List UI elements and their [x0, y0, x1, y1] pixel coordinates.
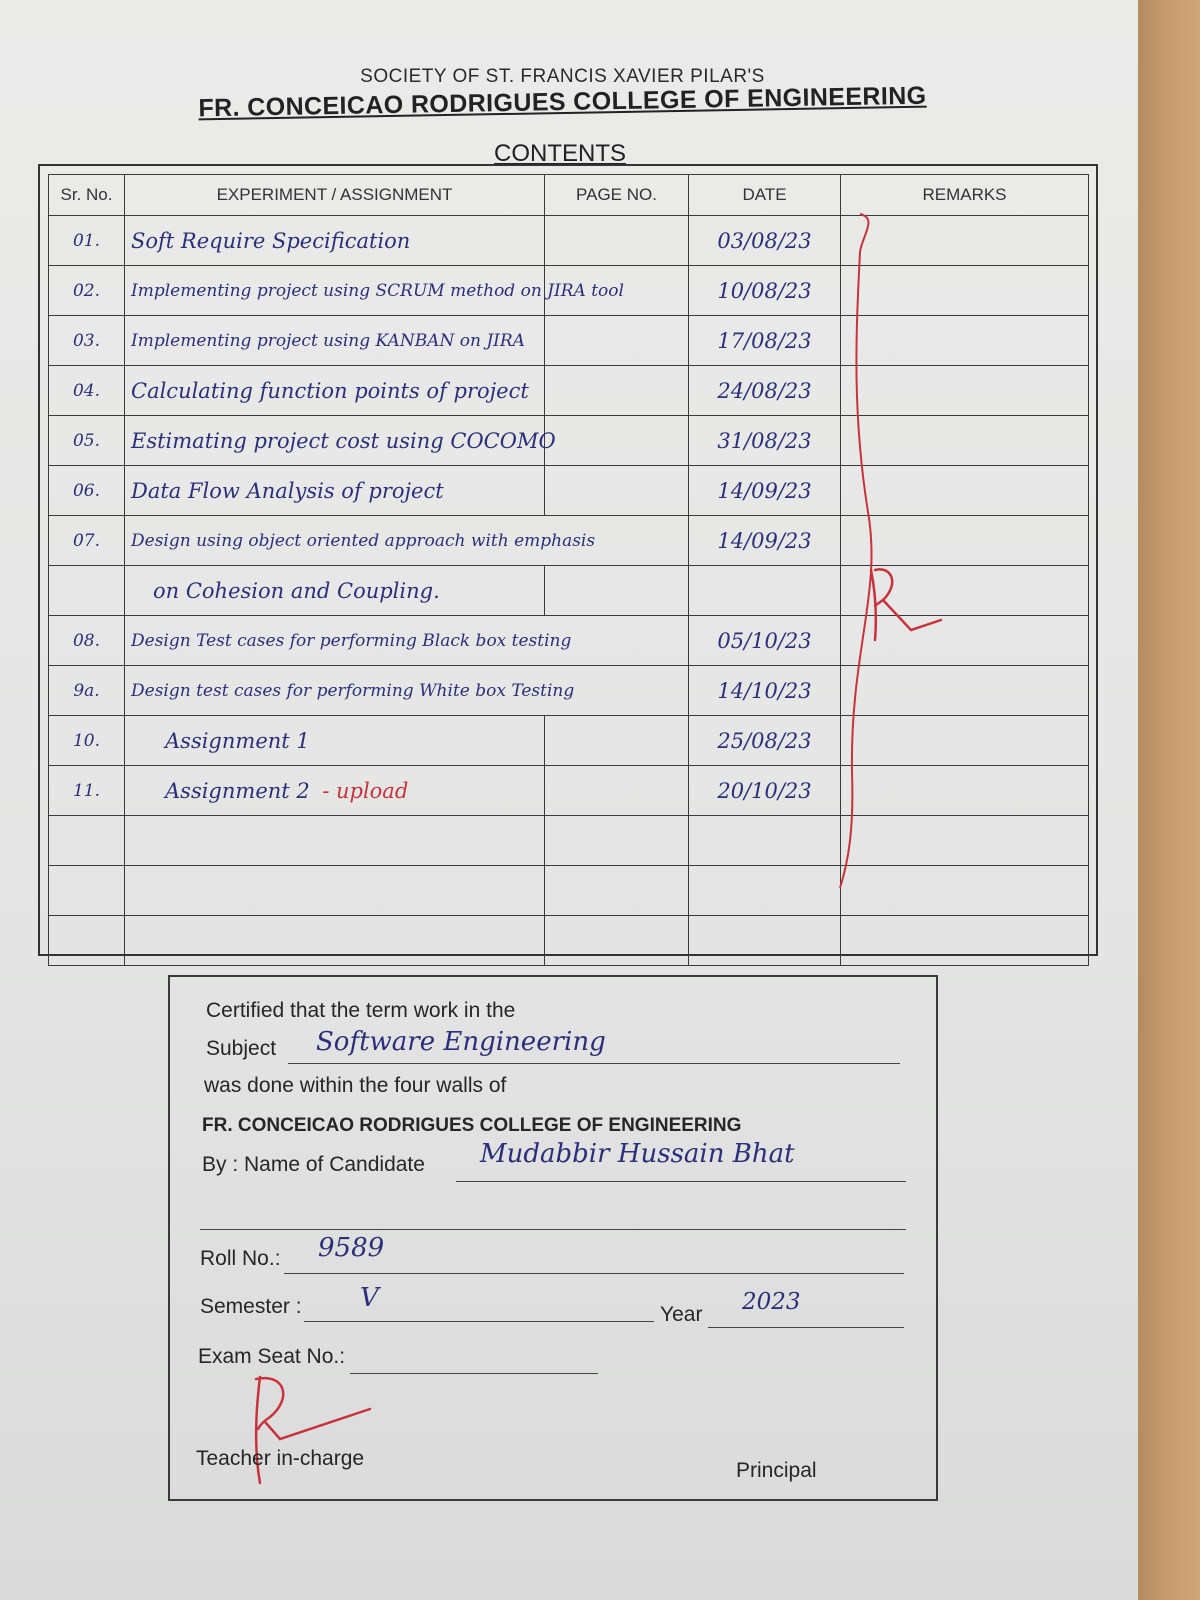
subject-value: Software Engineering — [316, 1027, 606, 1057]
row-page — [545, 416, 689, 466]
row-sr-no: 06. — [49, 466, 125, 516]
row-page — [545, 866, 689, 916]
row-date: 20/10/23 — [689, 766, 841, 816]
contents-table — [48, 174, 1089, 966]
roll-no-value: 9589 — [318, 1233, 385, 1263]
row-date: 03/08/23 — [689, 216, 841, 266]
row-title: Design Test cases for performing Black box testing — [125, 616, 689, 666]
cert-line-3: was done within the four walls of — [204, 1074, 507, 1097]
row-page — [545, 366, 689, 416]
table-row — [49, 516, 1089, 566]
row-page — [545, 316, 689, 366]
table-header-row — [49, 175, 1089, 216]
row-title: Soft Require Specification — [125, 216, 545, 266]
row-sr-no — [49, 816, 125, 866]
row-page — [545, 716, 689, 766]
table-row — [49, 766, 1089, 816]
row-remarks — [841, 916, 1089, 966]
row-date: 05/10/23 — [689, 616, 841, 666]
table-surface — [1138, 0, 1200, 1600]
row-date: 14/10/23 — [689, 666, 841, 716]
table-row — [49, 316, 1089, 366]
row-title: Estimating project cost using COCOMO — [125, 416, 545, 466]
row-date: 24/08/23 — [689, 366, 841, 416]
contents-title: CONTENTS — [494, 140, 626, 167]
society-name: SOCIETY OF ST. FRANCIS XAVIER PILAR'S — [360, 66, 765, 87]
contents-table-frame — [38, 164, 1098, 956]
table-row — [49, 866, 1089, 916]
row-date: 14/09/23 — [689, 516, 841, 566]
row-sr-no: 02. — [49, 266, 125, 316]
row-sr-no: 04. — [49, 366, 125, 416]
row-title — [125, 916, 545, 966]
exam-seat-label: Exam Seat No.: — [198, 1345, 346, 1368]
row-title-cell — [125, 766, 545, 816]
row-page — [545, 216, 689, 266]
table-row — [49, 466, 1089, 516]
candidate-name-underline — [456, 1181, 906, 1182]
subject-underline — [288, 1063, 900, 1064]
row-page — [545, 466, 689, 516]
row-sr-no: 01. — [49, 216, 125, 266]
table-row — [49, 416, 1089, 466]
row-sr-no: 03. — [49, 316, 125, 366]
cert-line-1: Certified that the term work in the — [206, 999, 516, 1022]
row-sr-no: 11. — [49, 766, 125, 816]
row-date — [689, 916, 841, 966]
row-date: 17/08/23 — [689, 316, 841, 366]
blank-underline — [200, 1229, 906, 1230]
row-date: 14/09/23 — [689, 466, 841, 516]
teacher-in-charge-label: Teacher in-charge — [196, 1447, 365, 1470]
row-sr-no: 9a. — [49, 666, 125, 716]
row-date: 31/08/23 — [689, 416, 841, 466]
row-title: Implementing project using SCRUM method on JIRA tool — [125, 266, 545, 316]
table-row — [49, 916, 1089, 966]
row-title: Design test cases for performing White box Testing — [125, 666, 689, 716]
certificate-box — [168, 975, 938, 1501]
row-title: Assignment 1 — [125, 716, 545, 766]
column-header-page-no: PAGE NO. — [545, 175, 689, 216]
table-row — [49, 216, 1089, 266]
semester-label: Semester : — [200, 1295, 302, 1318]
year-underline — [708, 1327, 904, 1328]
row-title: Calculating function points of project — [125, 366, 545, 416]
row-date — [689, 566, 841, 616]
column-header-sr-no: Sr. No. — [49, 175, 125, 216]
table-row — [49, 816, 1089, 866]
row-title: Assignment 2 — [165, 778, 310, 803]
principal-label: Principal — [736, 1459, 817, 1482]
row-sr-no: 10. — [49, 716, 125, 766]
roll-no-underline — [284, 1273, 904, 1274]
row-page — [545, 766, 689, 816]
candidate-name-label: By : Name of Candidate — [202, 1153, 425, 1176]
row-title — [125, 866, 545, 916]
column-header-experiment: EXPERIMENT / ASSIGNMENT — [125, 175, 545, 216]
table-row — [49, 566, 1089, 616]
row-date — [689, 866, 841, 916]
row-page — [545, 566, 689, 616]
table-row — [49, 266, 1089, 316]
candidate-name-value: Mudabbir Hussain Bhat — [480, 1139, 795, 1169]
row-date — [689, 816, 841, 866]
semester-value: V — [360, 1283, 379, 1313]
subject-label: Subject — [206, 1037, 277, 1060]
row-title: Design using object oriented approach with emphasis — [125, 516, 689, 566]
upload-note: - upload — [322, 778, 409, 803]
teacher-signature-icon — [230, 1369, 390, 1489]
row-sr-no: 07. — [49, 516, 125, 566]
row-sr-no: 05. — [49, 416, 125, 466]
table-row — [49, 666, 1089, 716]
column-header-remarks: REMARKS — [841, 175, 1089, 216]
row-sr-no: 08. — [49, 616, 125, 666]
row-title: on Cohesion and Coupling. — [125, 566, 545, 616]
table-row — [49, 716, 1089, 766]
row-title — [125, 816, 545, 866]
cert-college: FR. CONCEICAO RODRIGUES COLLEGE OF ENGINEERING — [202, 1115, 742, 1136]
table-row — [49, 366, 1089, 416]
row-sr-no — [49, 866, 125, 916]
row-sr-no — [49, 566, 125, 616]
row-page — [545, 916, 689, 966]
college-name: FR. CONCEICAO RODRIGUES COLLEGE OF ENGINEERING — [198, 81, 927, 123]
row-title: Data Flow Analysis of project — [125, 466, 545, 516]
remarks-bracket-line — [838, 212, 898, 892]
row-title: Implementing project using KANBAN on JIRA — [125, 316, 545, 366]
semester-underline — [304, 1321, 654, 1322]
row-date: 10/08/23 — [689, 266, 841, 316]
column-header-date: DATE — [689, 175, 841, 216]
roll-no-label: Roll No.: — [200, 1247, 281, 1270]
row-page — [545, 816, 689, 866]
year-value: 2023 — [742, 1289, 801, 1315]
row-date: 25/08/23 — [689, 716, 841, 766]
year-label: Year — [660, 1303, 703, 1326]
row-sr-no — [49, 916, 125, 966]
